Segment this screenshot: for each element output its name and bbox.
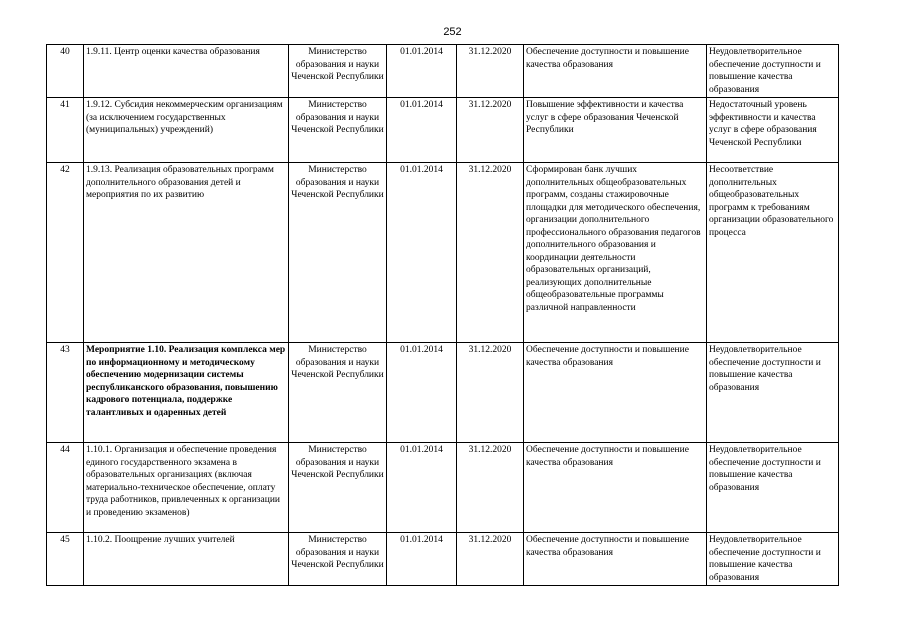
activity-name: 1.10.2. Поощрение лучших учителей <box>84 533 289 586</box>
expected-result: Обеспечение доступности и повышение качества образования <box>524 533 707 586</box>
table-row <box>47 443 839 533</box>
row-number: 45 <box>47 533 84 586</box>
table-row <box>47 163 839 343</box>
activity-name: 1.10.1. Организация и обеспечение проведения единого государственного экзамена в образовательных организациях (включая материально-техническое обеспечение, оплату труда работников, привлеченных к организации и проведению экзаменов) <box>84 443 289 533</box>
table-row <box>47 533 839 586</box>
consequence: Неудовлетворительное обеспечение доступности и повышение качества образования <box>707 533 839 586</box>
end-date: 31.12.2020 <box>457 343 524 443</box>
start-date: 01.01.2014 <box>387 163 457 343</box>
start-date: 01.01.2014 <box>387 533 457 586</box>
end-date: 31.12.2020 <box>457 98 524 163</box>
activity-name: 1.9.12. Субсидия некоммерческим организациям (за исключением государственных (муниципальных) учреждений) <box>84 98 289 163</box>
end-date: 31.12.2020 <box>457 163 524 343</box>
executor: Министерство образования и науки Чеченской Республики <box>289 343 387 443</box>
end-date: 31.12.2020 <box>457 533 524 586</box>
consequence: Несоответствие дополнительных общеобразовательных программ к требованиям организации образовательного процесса <box>707 163 839 343</box>
table-row <box>47 98 839 163</box>
consequence: Неудовлетворительное обеспечение доступности и повышение качества образования <box>707 45 839 98</box>
row-number: 43 <box>47 343 84 443</box>
activity-name: Мероприятие 1.10. Реализация комплекса мер по информационному и методическому обеспечению модернизации системы республиканского образования, повышению кадрового потенциала, поддержке талантливых и одаренных детей <box>84 343 289 443</box>
table-row <box>47 45 839 98</box>
expected-result: Сформирован банк лучших дополнительных общеобразовательных программ, созданы стажировочные площадки для методического обеспечения, организации дополнительного профессионального образования педагогов дополнительного образования и координации деятельности образовательных организаций, реализующих дополнительные общеобразовательные программы различной направленности <box>524 163 707 343</box>
executor: Министерство образования и науки Чеченской Республики <box>289 443 387 533</box>
table-row <box>47 343 839 443</box>
row-number: 40 <box>47 45 84 98</box>
end-date: 31.12.2020 <box>457 443 524 533</box>
expected-result: Обеспечение доступности и повышение качества образования <box>524 443 707 533</box>
page-number: 252 <box>443 26 462 38</box>
activity-name: 1.9.11. Центр оценки качества образования <box>84 45 289 98</box>
start-date: 01.01.2014 <box>387 443 457 533</box>
activity-name: 1.9.13. Реализация образовательных программ дополнительного образования детей и мероприятия по их развитию <box>84 163 289 343</box>
executor: Министерство образования и науки Чеченской Республики <box>289 163 387 343</box>
start-date: 01.01.2014 <box>387 98 457 163</box>
row-number: 42 <box>47 163 84 343</box>
row-number: 44 <box>47 443 84 533</box>
expected-result: Обеспечение доступности и повышение качества образования <box>524 343 707 443</box>
start-date: 01.01.2014 <box>387 45 457 98</box>
start-date: 01.01.2014 <box>387 343 457 443</box>
executor: Министерство образования и науки Чеченской Республики <box>289 98 387 163</box>
executor: Министерство образования и науки Чеченской Республики <box>289 45 387 98</box>
expected-result: Обеспечение доступности и повышение качества образования <box>524 45 707 98</box>
expected-result: Повышение эффективности и качества услуг в сфере образования Чеченской Республики <box>524 98 707 163</box>
program-table <box>46 44 839 586</box>
end-date: 31.12.2020 <box>457 45 524 98</box>
row-number: 41 <box>47 98 84 163</box>
executor: Министерство образования и науки Чеченской Республики <box>289 533 387 586</box>
consequence: Недостаточный уровень эффективности и качества услуг в сфере образования Чеченской Республики <box>707 98 839 163</box>
consequence: Неудовлетворительное обеспечение доступности и повышение качества образования <box>707 443 839 533</box>
consequence: Неудовлетворительное обеспечение доступности и повышение качества образования <box>707 343 839 443</box>
